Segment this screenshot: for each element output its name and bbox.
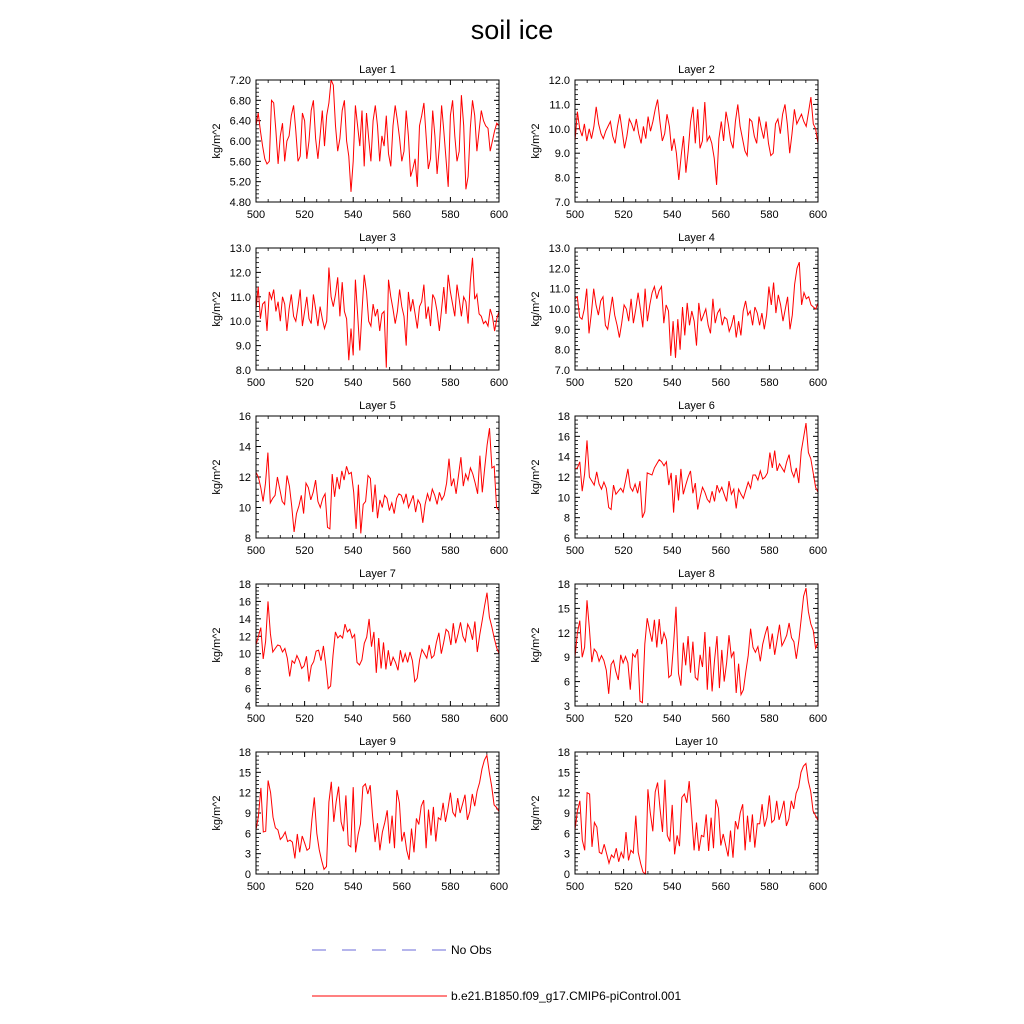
y-tick-label: 5.20 [229,176,251,189]
x-tick-label: 580 [441,881,460,893]
y-tick-label: 14 [557,451,570,464]
x-tick-label: 520 [614,881,633,893]
series-line [256,258,499,368]
y-axis-label: kg/m^2 [530,291,542,327]
x-tick-label: 540 [663,209,682,221]
y-tick-label: 12.0 [229,267,251,280]
panel-6 [530,400,827,557]
legend [312,943,681,1003]
y-tick-label: 6 [563,828,570,841]
y-tick-label: 13.0 [229,243,251,255]
y-tick-label: 18 [557,411,570,423]
x-tick-label: 580 [760,713,779,725]
y-tick-label: 7.20 [229,75,251,87]
panel-10 [530,736,827,893]
panel-5 [211,400,508,557]
y-tick-label: 6.40 [229,115,251,128]
x-tick-label: 600 [808,209,828,221]
y-tick-label: 10.0 [229,316,251,329]
y-tick-label: 12 [557,787,570,800]
panel-title: Layer 8 [678,568,715,580]
y-tick-label: 8 [244,666,251,679]
x-tick-label: 580 [760,209,779,221]
y-tick-label: 10.0 [548,304,570,316]
x-tick-label: 540 [344,545,363,557]
plot-frame [575,80,818,202]
series-line [256,755,499,869]
y-tick-label: 9 [563,652,570,665]
x-tick-label: 580 [760,881,779,893]
x-tick-label: 600 [489,209,509,221]
y-tick-label: 15 [557,603,570,616]
x-tick-label: 540 [663,713,682,725]
x-tick-label: 560 [392,209,411,221]
panel-title: Layer 9 [359,736,396,748]
x-tick-label: 520 [295,881,314,893]
y-tick-label: 6 [563,533,570,545]
panel-title: Layer 1 [359,64,396,76]
y-tick-label: 8 [244,533,251,545]
y-tick-label: 10 [557,492,570,505]
x-tick-label: 540 [663,881,682,893]
series-line [575,262,818,358]
y-axis-label: kg/m^2 [211,291,223,327]
x-tick-label: 500 [565,545,585,557]
series-line [256,428,499,533]
x-tick-label: 520 [295,713,314,725]
x-tick-label: 600 [489,881,509,893]
x-tick-label: 600 [489,545,509,557]
y-tick-label: 12 [557,627,570,640]
y-tick-label: 6 [244,828,251,841]
x-tick-label: 560 [711,545,730,557]
y-tick-label: 12 [238,787,251,800]
x-tick-label: 560 [392,881,411,893]
x-tick-label: 500 [246,209,266,221]
y-tick-label: 8.0 [554,172,570,185]
x-tick-label: 500 [246,545,266,557]
x-tick-label: 540 [663,377,682,389]
x-tick-label: 560 [392,545,411,557]
y-tick-label: 18 [238,747,251,759]
x-tick-label: 520 [614,545,633,557]
y-tick-label: 12.0 [548,75,570,87]
y-tick-label: 15 [557,767,570,780]
y-tick-label: 0 [563,869,570,881]
y-tick-label: 7.0 [554,365,570,377]
panel-title: Layer 6 [678,400,715,412]
y-tick-label: 16 [557,431,570,444]
y-tick-label: 14 [238,613,251,626]
x-tick-label: 600 [808,377,828,389]
y-tick-label: 6 [244,683,251,696]
y-tick-label: 14 [238,441,251,454]
y-tick-label: 18 [557,747,570,759]
series-line [256,593,499,689]
legend-label: b.e21.B1850.f09_g17.CMIP6-piControl.001 [451,989,682,1003]
panel-8 [530,568,827,725]
y-tick-label: 11.0 [230,291,251,304]
y-tick-label: 9 [563,808,570,820]
legend-label: No Obs [451,943,492,957]
x-tick-label: 500 [565,713,585,725]
y-tick-label: 3 [244,848,251,861]
x-tick-label: 520 [295,377,314,389]
y-tick-label: 18 [557,579,570,591]
x-tick-label: 580 [760,545,779,557]
y-tick-label: 8 [563,512,570,525]
series-line [575,97,818,185]
y-axis-label: kg/m^2 [211,459,223,495]
y-tick-label: 11.0 [549,99,570,112]
y-tick-label: 13.0 [548,243,570,255]
panel-7 [211,568,508,725]
x-tick-label: 500 [565,881,585,893]
x-tick-label: 520 [295,209,314,221]
x-tick-label: 520 [614,209,633,221]
plot-frame [256,584,499,706]
y-tick-label: 7.0 [554,197,570,209]
y-tick-label: 3 [563,848,570,861]
y-tick-label: 4.80 [229,197,251,209]
panel-3 [211,232,508,389]
x-tick-label: 500 [565,209,585,221]
x-tick-label: 560 [392,713,411,725]
y-tick-label: 9.0 [235,340,251,353]
y-tick-label: 10 [238,502,251,515]
y-tick-label: 4 [244,701,251,713]
x-tick-label: 540 [663,545,682,557]
x-tick-label: 500 [565,377,585,389]
panel-9 [211,736,508,893]
y-tick-label: 10 [238,648,251,661]
x-tick-label: 540 [344,377,363,389]
x-tick-label: 600 [808,713,828,725]
x-tick-label: 600 [808,545,828,557]
panel-title: Layer 7 [359,568,396,580]
y-tick-label: 8.0 [235,365,251,377]
series-line [575,588,818,703]
y-tick-label: 16 [238,411,251,423]
y-tick-label: 12 [238,631,251,644]
y-tick-label: 6.00 [229,136,251,148]
y-tick-label: 9.0 [554,148,570,161]
plot-frame [575,416,818,538]
x-tick-label: 560 [711,377,730,389]
x-tick-label: 580 [441,545,460,557]
x-tick-label: 560 [711,713,730,725]
x-tick-label: 580 [441,209,460,221]
panel-title: Layer 10 [675,736,718,748]
y-axis-label: kg/m^2 [530,795,542,831]
panel-4 [530,232,827,389]
panel-title: Layer 4 [678,232,715,244]
y-tick-label: 12.0 [548,263,570,276]
series-line [575,764,818,875]
x-tick-label: 580 [441,377,460,389]
x-tick-label: 500 [246,377,266,389]
y-axis-label: kg/m^2 [211,123,223,159]
y-tick-label: 15 [238,767,251,780]
x-tick-label: 540 [344,209,363,221]
x-tick-label: 600 [808,881,828,893]
y-axis-label: kg/m^2 [530,627,542,663]
y-tick-label: 18 [238,579,251,591]
y-axis-label: kg/m^2 [211,795,223,831]
x-tick-label: 560 [392,377,411,389]
y-tick-label: 8.0 [554,344,570,357]
plot-frame [256,80,499,202]
y-tick-label: 3 [563,701,570,713]
x-tick-label: 560 [711,881,730,893]
y-tick-label: 6 [563,676,570,689]
panel-title: Layer 3 [359,232,396,244]
y-tick-label: 11.0 [549,283,570,296]
x-tick-label: 520 [614,377,633,389]
x-tick-label: 500 [246,881,266,893]
y-tick-label: 16 [238,596,251,609]
y-tick-label: 5.60 [229,156,251,169]
y-tick-label: 12 [238,472,251,484]
y-tick-label: 0 [244,869,251,881]
series-line [575,423,818,518]
x-tick-label: 500 [246,713,266,725]
x-tick-label: 580 [441,713,460,725]
plot-frame [256,752,499,874]
y-tick-label: 12 [557,472,570,484]
y-axis-label: kg/m^2 [530,459,542,495]
x-tick-label: 580 [760,377,779,389]
y-tick-label: 6.80 [229,95,251,108]
x-tick-label: 520 [614,713,633,725]
y-axis-label: kg/m^2 [530,123,542,159]
x-tick-label: 540 [344,713,363,725]
x-tick-label: 560 [711,209,730,221]
x-tick-label: 600 [489,377,509,389]
panel-1 [211,64,508,221]
figure-title: soil ice [470,15,554,45]
series-line [256,80,499,192]
y-axis-label: kg/m^2 [211,627,223,663]
x-tick-label: 520 [295,545,314,557]
x-tick-label: 540 [344,881,363,893]
panel-title: Layer 2 [678,64,715,76]
y-tick-label: 10.0 [548,123,570,136]
x-tick-label: 600 [489,713,509,725]
panel-title: Layer 5 [359,400,396,412]
panel-2 [530,64,827,221]
y-tick-label: 9.0 [554,324,570,337]
y-tick-label: 9 [244,808,251,820]
